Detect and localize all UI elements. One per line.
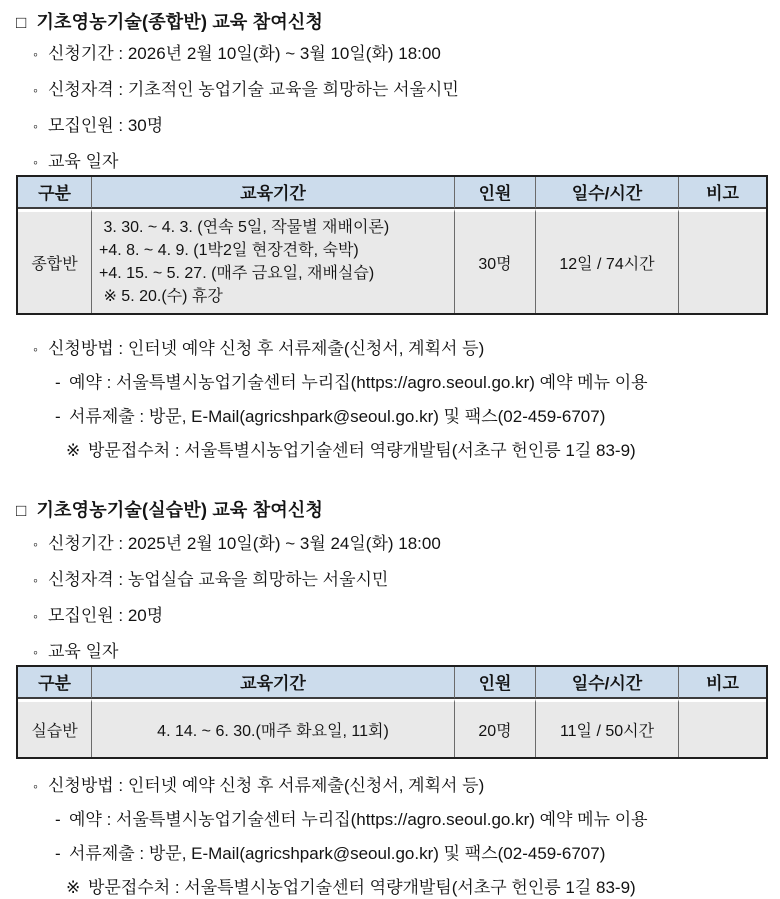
method-visit-note-text: 방문접수처 : 서울특별시농업기술센터 역량개발팀(서초구 헌인릉 1길 83-9) bbox=[88, 878, 636, 897]
circle-bullet-icon: ◦ bbox=[33, 644, 38, 660]
col-header-period: 교육기간 bbox=[92, 177, 455, 209]
dash-bullet-icon: - bbox=[55, 844, 61, 863]
circle-bullet-icon: ◦ bbox=[33, 82, 38, 98]
bullet-text: 신청자격 : 기초적인 농업기술 교육을 희망하는 서울시민 bbox=[48, 80, 459, 99]
square-bullet-icon: □ bbox=[16, 501, 27, 520]
bullet-text: 신청자격 : 농업실습 교육을 희망하는 서울시민 bbox=[48, 570, 389, 589]
bullet-text: 교육 일자 bbox=[48, 642, 119, 661]
col-header-category: 구분 bbox=[18, 177, 92, 209]
section-title-comprehensive bbox=[16, 10, 766, 35]
cell-category: 종합반 bbox=[18, 209, 92, 313]
method-visit-note-text: 방문접수처 : 서울특별시농업기술센터 역량개발팀(서초구 헌인릉 1길 83-9) bbox=[88, 441, 636, 460]
bullet-capacity bbox=[16, 605, 766, 627]
method-documents bbox=[16, 406, 766, 428]
circle-bullet-icon: ◦ bbox=[33, 572, 38, 588]
col-header-category: 구분 bbox=[18, 667, 92, 699]
method-documents-text: 서류제출 : 방문, E-Mail(agricshpark@seoul.go.kr) 및 팩스(02-459-6707) bbox=[69, 844, 606, 863]
dash-bullet-icon: - bbox=[55, 810, 61, 829]
circle-bullet-icon: ◦ bbox=[33, 118, 38, 134]
method-documents bbox=[16, 843, 766, 865]
col-header-period: 교육기간 bbox=[92, 667, 455, 699]
cell-days-hours: 12일 / 74시간 bbox=[536, 209, 679, 313]
course-table-practical bbox=[16, 665, 768, 759]
section-title-practical bbox=[16, 498, 766, 523]
period-line: ※ 5. 20.(수) 휴강 bbox=[99, 288, 223, 305]
method-reservation-text: 예약 : 서울특별시농업기술센터 누리집(https://agro.seoul.go.kr) 예약 메뉴 이용 bbox=[69, 373, 648, 392]
bullet-education-dates bbox=[16, 151, 766, 173]
bullet-education-dates bbox=[16, 641, 766, 663]
section-title-text: 기초영농기술(종합반) 교육 참여신청 bbox=[36, 12, 324, 32]
circle-bullet-icon: ◦ bbox=[33, 608, 38, 624]
cell-note bbox=[679, 209, 766, 313]
col-header-days-hours: 일수/시간 bbox=[536, 177, 679, 209]
method-visit-note bbox=[16, 440, 766, 462]
bullet-eligibility bbox=[16, 569, 766, 591]
square-bullet-icon: □ bbox=[16, 13, 27, 32]
bullet-text: 모집인원 : 20명 bbox=[48, 606, 164, 625]
method-main-text: 신청방법 : 인터넷 예약 신청 후 서류제출(신청서, 계획서 등) bbox=[48, 776, 485, 795]
circle-bullet-icon: ◦ bbox=[33, 46, 38, 62]
bullet-text: 신청기간 : 2025년 2월 10일(화) ~ 3월 24일(화) 18:00 bbox=[48, 534, 441, 553]
col-header-capacity: 인원 bbox=[455, 667, 536, 699]
period-line: 3. 30. ~ 4. 3. (연속 5일, 작물별 재배이론) bbox=[99, 219, 390, 236]
period-line: +4. 15. ~ 5. 27. (매주 금요일, 재배실습) bbox=[99, 265, 375, 282]
bullet-capacity bbox=[16, 115, 766, 137]
period-line: +4. 8. ~ 4. 9. (1박2일 현장견학, 숙박) bbox=[99, 242, 359, 259]
method-documents-text: 서류제출 : 방문, E-Mail(agricshpark@seoul.go.kr) 및 팩스(02-459-6707) bbox=[69, 407, 606, 426]
reference-mark-icon: ※ bbox=[66, 441, 81, 460]
bullet-application-period bbox=[16, 533, 766, 555]
cell-period bbox=[92, 209, 455, 313]
method-main bbox=[16, 775, 766, 797]
col-header-days-hours: 일수/시간 bbox=[536, 667, 679, 699]
method-main bbox=[16, 338, 766, 360]
method-visit-note bbox=[16, 877, 766, 899]
method-reservation-text: 예약 : 서울특별시농업기술센터 누리집(https://agro.seoul.go.kr) 예약 메뉴 이용 bbox=[69, 810, 648, 829]
cell-category: 실습반 bbox=[18, 699, 92, 757]
method-reservation bbox=[16, 809, 766, 831]
circle-bullet-icon: ◦ bbox=[33, 154, 38, 170]
method-reservation bbox=[16, 372, 766, 394]
cell-period: 4. 14. ~ 6. 30.(매주 화요일, 11회) bbox=[92, 699, 455, 757]
circle-bullet-icon: ◦ bbox=[33, 341, 38, 357]
cell-days-hours: 11일 / 50시간 bbox=[536, 699, 679, 757]
cell-note bbox=[679, 699, 766, 757]
section-title-text: 기초영농기술(실습반) 교육 참여신청 bbox=[36, 500, 324, 520]
bullet-text: 모집인원 : 30명 bbox=[48, 116, 164, 135]
table-header-row bbox=[18, 667, 766, 699]
bullet-text: 교육 일자 bbox=[48, 152, 119, 171]
dash-bullet-icon: - bbox=[55, 407, 61, 426]
table-header-row bbox=[18, 177, 766, 209]
circle-bullet-icon: ◦ bbox=[33, 536, 38, 552]
section-comprehensive-class bbox=[16, 10, 766, 462]
section-practical-class bbox=[16, 498, 766, 899]
table-row bbox=[18, 699, 766, 757]
bullet-application-period bbox=[16, 43, 766, 65]
reference-mark-icon: ※ bbox=[66, 878, 81, 897]
cell-capacity: 30명 bbox=[455, 209, 536, 313]
col-header-note: 비고 bbox=[679, 177, 766, 209]
col-header-note: 비고 bbox=[679, 667, 766, 699]
cell-capacity: 20명 bbox=[455, 699, 536, 757]
dash-bullet-icon: - bbox=[55, 373, 61, 392]
bullet-eligibility bbox=[16, 79, 766, 101]
course-table-comprehensive bbox=[16, 175, 768, 315]
bullet-text: 신청기간 : 2026년 2월 10일(화) ~ 3월 10일(화) 18:00 bbox=[48, 44, 441, 63]
col-header-capacity: 인원 bbox=[455, 177, 536, 209]
method-main-text: 신청방법 : 인터넷 예약 신청 후 서류제출(신청서, 계획서 등) bbox=[48, 339, 485, 358]
circle-bullet-icon: ◦ bbox=[33, 778, 38, 794]
table-row bbox=[18, 209, 766, 313]
